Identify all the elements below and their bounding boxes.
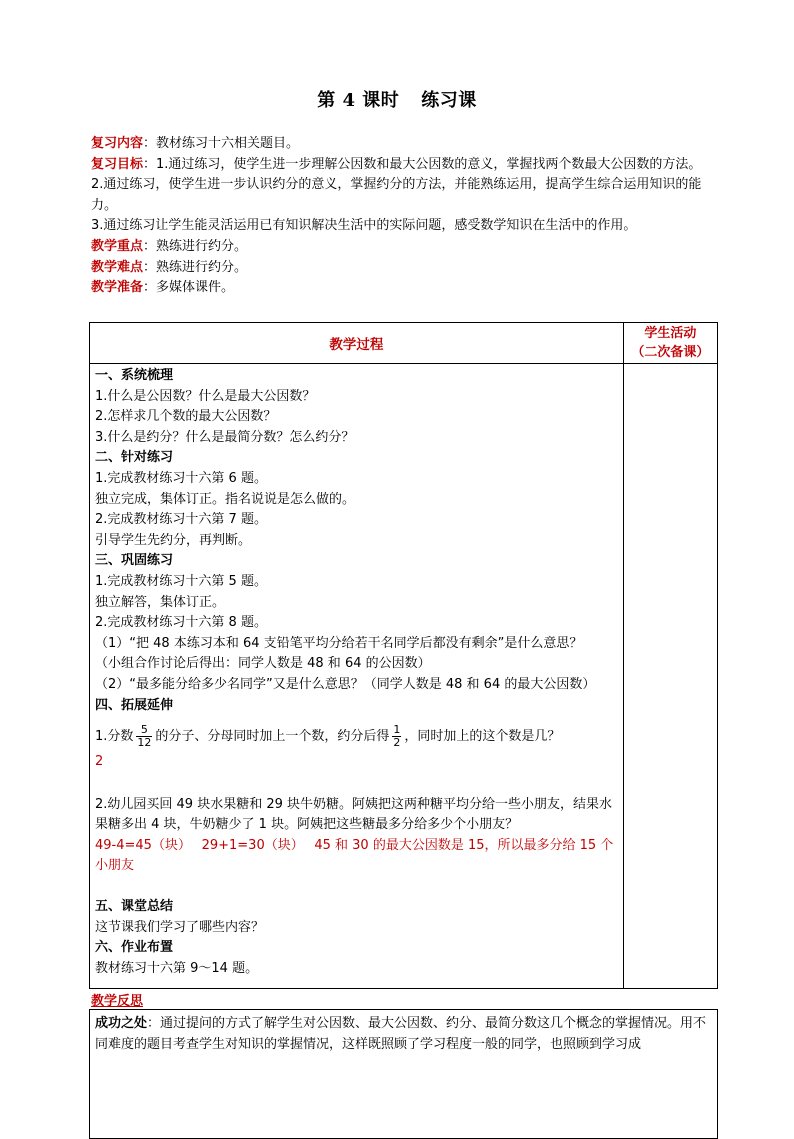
extension-question-2: 2.幼儿园买回 49 块水果糖和 29 块牛奶糖。阿姨把这两种糖平均分给一些小朋友，结果水果糖多出 4 块，牛奶糖少了 1 块。阿姨把这些糖最多分给多少个小朋友？ xyxy=(95,796,613,833)
teaching-process-cell xyxy=(90,364,624,989)
fraction-denominator: 2 xyxy=(393,736,401,750)
table-header-row xyxy=(90,323,718,364)
teaching-process-table xyxy=(89,322,718,989)
section-title: 一、系统梳理 xyxy=(95,368,174,383)
section-title: 四、拓展延伸 xyxy=(95,697,174,713)
process-line: 教材练习十六第 9～14 题。 xyxy=(95,960,259,976)
difficulty-line xyxy=(91,258,716,279)
process-line: 1.完成教材练习十六第 6 题。 xyxy=(95,470,267,486)
goal-2: 2.通过练习，使学生进一步认识约分的意义，掌握约分的方法，并能熟练运用，提高学生综合运用知识的能力。 xyxy=(91,177,702,213)
process-line: 这节课我们学习了哪些内容？ xyxy=(95,919,265,935)
section-title: 五、课堂总结 xyxy=(95,899,174,915)
lesson-intro xyxy=(91,134,716,299)
review-goal-label: 复习目标 xyxy=(91,156,144,172)
header-student-activity-line2: （二次备课） xyxy=(631,345,710,360)
section-title: 六、作业布置 xyxy=(95,940,174,956)
q1-prefix: 1.分数 xyxy=(95,729,134,745)
title-lesson-name: 练习课 xyxy=(421,90,477,111)
process-line: （1）“把 48 本练习本和 64 支铅笔平均分给若干名同学后都没有剩余”是什么意思？ xyxy=(95,635,583,651)
process-line: 2.怎样求几个数的最大公因数？ xyxy=(95,409,277,425)
process-line: 1.完成教材练习十六第 5 题。 xyxy=(95,573,267,589)
fraction-denominator: 12 xyxy=(137,736,152,750)
process-line: （2）“最多能分给多少名同学”又是什么意思？（同学人数是 48 和 64 的最大公因数） xyxy=(95,676,596,692)
success-text: ：通过提问的方式了解学生对公因数、最大公因数、约分、最简分数这几个概念的掌握情况。用不同难度的题目考查学生对知识的掌握情况，这样既照顾了学习程度一般的同学，也照顾到学习成 xyxy=(95,1016,707,1052)
success-label: 成功之处 xyxy=(95,1016,148,1031)
process-line: 独立完成，集体订正。指名说说是怎么做的。 xyxy=(95,491,356,507)
header-student-activity xyxy=(623,323,717,364)
review-content-text: ：教材练习十六相关题目。 xyxy=(143,136,300,151)
fraction-5-12 xyxy=(136,724,152,749)
prep-text: ：多媒体课件。 xyxy=(143,280,235,296)
q2-calculation: 49-4=45（块） 29+1=30（块） 45 和 30 的最大公因数是 15，所以最多分给 15 个 xyxy=(95,837,614,853)
reflection-box xyxy=(89,1009,718,1139)
extension-question-1 xyxy=(95,722,618,752)
review-goal-text: ：1.通过练习，使学生进一步理解公因数和最大公因数的意义，掌握找两个数最大公因数的方法。 xyxy=(143,156,702,172)
key-point-label: 教学重点 xyxy=(91,238,144,254)
key-point-line xyxy=(91,237,716,258)
q1-answer: 2 xyxy=(95,754,104,770)
fraction-numerator: 1 xyxy=(393,723,401,737)
process-line: 独立解答，集体订正。 xyxy=(95,594,226,610)
key-point-text: ：熟练进行约分。 xyxy=(143,238,248,254)
process-line: （小组合作讨论后得出：同学人数是 48 和 64 的公因数） xyxy=(95,656,431,672)
process-line: 2.完成教材练习十六第 8 题。 xyxy=(95,615,267,631)
q2-answer: 小朋友 xyxy=(95,858,135,874)
page-title xyxy=(0,86,794,112)
reflection-title: 教学反思 xyxy=(91,994,144,1009)
review-content-line xyxy=(91,134,716,155)
blank-space xyxy=(95,773,618,795)
prep-line xyxy=(91,278,716,299)
section-title: 三、巩固练习 xyxy=(95,553,174,569)
prep-label: 教学准备 xyxy=(91,280,144,296)
fraction-numerator: 5 xyxy=(136,724,152,737)
section-title: 二、针对练习 xyxy=(95,450,174,466)
header-student-activity-line1: 学生活动 xyxy=(644,326,697,341)
process-line: 1.什么是公因数？什么是最大公因数？ xyxy=(95,388,316,404)
goal-3: 3.通过练习让学生能灵活运用已有知识解决生活中的实际问题，感受数学知识在生活中的作用。 xyxy=(91,218,637,234)
process-line: 3.什么是约分？什么是最简分数？怎么约分？ xyxy=(95,429,355,445)
header-teaching-process: 教学过程 xyxy=(90,323,624,364)
difficulty-text: ：熟练进行约分。 xyxy=(143,259,248,275)
student-activity-cell xyxy=(623,364,717,989)
process-line: 2.完成教材练习十六第 7 题。 xyxy=(95,512,267,528)
table-body-row xyxy=(90,364,718,989)
blank-space xyxy=(95,877,618,897)
review-goal-line xyxy=(91,155,716,176)
difficulty-label: 教学难点 xyxy=(91,259,144,275)
process-line: 引导学生先约分，再判断。 xyxy=(95,532,252,548)
title-lesson-number: 第 4 课时 xyxy=(317,90,400,111)
q1-middle: 的分子、分母同时加上一个数，约分后得 xyxy=(155,729,390,745)
fraction-1-2 xyxy=(392,724,401,749)
q1-suffix: ，同时加上的这个数是几？ xyxy=(404,729,561,745)
review-content-label: 复习内容 xyxy=(91,136,144,151)
